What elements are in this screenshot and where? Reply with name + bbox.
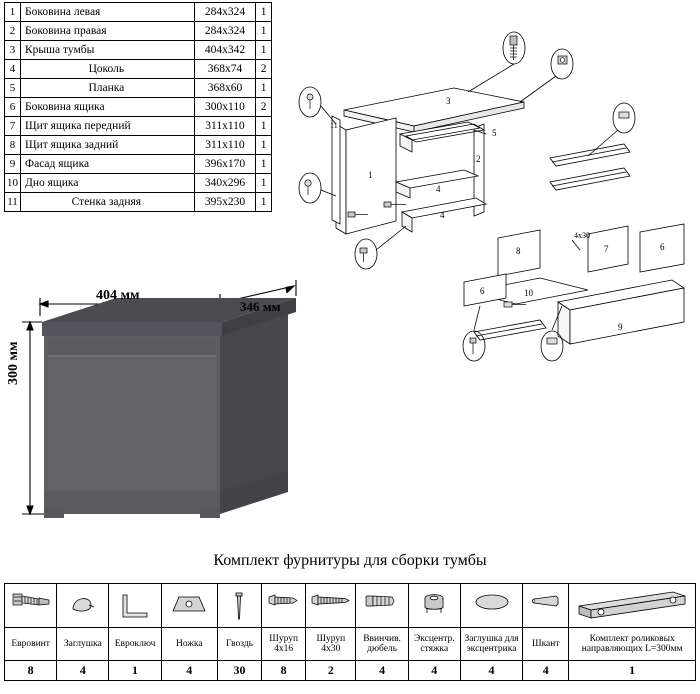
part-name: Цоколь: [21, 60, 195, 79]
part-name: Щит ящика задний: [21, 136, 195, 155]
svg-text:3: 3: [446, 96, 451, 106]
table-row: [5, 117, 272, 136]
hardware-table-body: [5, 584, 696, 681]
width-dimension-label: 404 мм: [96, 288, 140, 303]
table-row: [5, 60, 272, 79]
svg-text:5: 5: [492, 128, 497, 138]
part-number: 5: [5, 79, 21, 98]
part-name: Стенка задняя: [21, 193, 195, 212]
part-quantity: 1: [256, 79, 272, 98]
screw-4x16-icon: [262, 584, 306, 628]
wood-dowel-icon: [523, 584, 569, 628]
hardware-count: 4: [460, 661, 522, 681]
part-dimension: 368х74: [194, 60, 255, 79]
part-quantity: 1: [256, 41, 272, 60]
svg-text:10: 10: [524, 288, 533, 298]
part-quantity: 2: [256, 60, 272, 79]
svg-text:6: 6: [480, 286, 485, 296]
hardware-count: 1: [109, 661, 161, 681]
depth-dimension-label: 346 мм: [240, 299, 281, 314]
cam-cap-icon: [460, 584, 522, 628]
table-row: [5, 155, 272, 174]
hardware-section-title: Комплект фурнитуры для сборки тумбы: [213, 552, 487, 569]
hardware-name: Комплект роликовых направляющих L=300мм: [569, 628, 696, 661]
part-number: 1: [5, 3, 21, 22]
part-number: 10: [5, 174, 21, 193]
hardware-count: 4: [356, 661, 408, 681]
svg-text:2: 2: [476, 154, 481, 164]
hardware-name: Шуруп 4х16: [262, 628, 306, 661]
euroscrew-icon: [5, 584, 57, 628]
svg-text:9: 9: [618, 322, 623, 332]
table-row: [5, 3, 272, 22]
table-row: [5, 41, 272, 60]
hardware-name: Шкант: [523, 628, 569, 661]
svg-text:11: 11: [330, 121, 338, 130]
svg-text:4: 4: [436, 184, 441, 194]
part-name: Щит ящика передний: [21, 117, 195, 136]
svg-text:4х30: 4х30: [574, 231, 590, 240]
table-row: [5, 22, 272, 41]
part-number: 8: [5, 136, 21, 155]
part-name: Крыша тумбы: [21, 41, 195, 60]
part-dimension: 300х110: [194, 98, 255, 117]
hardware-name: Ножка: [161, 628, 217, 661]
hardware-name: Ввинчив. дюбель: [356, 628, 408, 661]
screw-4x30-icon: [306, 584, 356, 628]
table-row: [5, 174, 272, 193]
part-number: 3: [5, 41, 21, 60]
part-name: Боковина правая: [21, 22, 195, 41]
part-dimension: 284х324: [194, 3, 255, 22]
drawer-slide-icon: [569, 584, 696, 628]
hardware-name: Заглушка: [57, 628, 109, 661]
hardware-count: 2: [306, 661, 356, 681]
part-quantity: 1: [256, 22, 272, 41]
svg-text:1: 1: [368, 170, 373, 180]
part-dimension: 311х110: [194, 136, 255, 155]
svg-text:7: 7: [604, 244, 609, 254]
part-dimension: 340х296: [194, 174, 255, 193]
table-row: [5, 193, 272, 212]
part-quantity: 1: [256, 117, 272, 136]
part-dimension: 395х230: [194, 193, 255, 212]
hardware-name: Гвоздь: [217, 628, 261, 661]
foot-icon: [161, 584, 217, 628]
part-number: 9: [5, 155, 21, 174]
cam-lock-icon: [408, 584, 460, 628]
parts-table-body: [5, 3, 272, 212]
part-number: 7: [5, 117, 21, 136]
part-quantity: 1: [256, 174, 272, 193]
svg-text:4: 4: [440, 210, 445, 220]
part-name: Боковина ящика: [21, 98, 195, 117]
part-quantity: 1: [256, 155, 272, 174]
hardware-name: Заглушка для эксцентрика: [460, 628, 522, 661]
part-quantity: 1: [256, 3, 272, 22]
part-name: Дно ящика: [21, 174, 195, 193]
hardware-count: 8: [5, 661, 57, 681]
hardware-count: 4: [161, 661, 217, 681]
parts-table: [4, 2, 272, 212]
hardware-count-row: [5, 661, 696, 681]
hardware-name: Шуруп 4х30: [306, 628, 356, 661]
table-row: [5, 136, 272, 155]
part-name: Боковина левая: [21, 3, 195, 22]
part-dimension: 396х170: [194, 155, 255, 174]
part-quantity: 1: [256, 136, 272, 155]
hardware-count: 8: [262, 661, 306, 681]
part-number: 4: [5, 60, 21, 79]
part-dimension: 404х342: [194, 41, 255, 60]
hardware-count: 4: [523, 661, 569, 681]
cap-icon: [57, 584, 109, 628]
hardware-icon-row: [5, 584, 696, 628]
part-number: 6: [5, 98, 21, 117]
part-dimension: 311х110: [194, 117, 255, 136]
part-dimension: 284х324: [194, 22, 255, 41]
part-name: Планка: [21, 79, 195, 98]
hardware-name: Эксцентр. стяжка: [408, 628, 460, 661]
part-name: Фасад ящика: [21, 155, 195, 174]
nightstand-dimension-drawing: [8, 278, 384, 548]
svg-text:8: 8: [516, 246, 521, 256]
hardware-count: 4: [408, 661, 460, 681]
svg-text:6: 6: [660, 242, 665, 252]
part-quantity: 2: [256, 98, 272, 117]
hardware-name: Евровинт: [5, 628, 57, 661]
dowel-icon: [356, 584, 408, 628]
hardware-count: 1: [569, 661, 696, 681]
part-quantity: 1: [256, 193, 272, 212]
table-row: [5, 98, 272, 117]
nail-icon: [217, 584, 261, 628]
hardware-name-row: [5, 628, 696, 661]
allen-key-icon: [109, 584, 161, 628]
hardware-name: Евроключ: [109, 628, 161, 661]
hardware-count: 30: [217, 661, 261, 681]
hardware-table: [4, 583, 696, 681]
hardware-count: 4: [57, 661, 109, 681]
part-number: 11: [5, 193, 21, 212]
table-row: [5, 79, 272, 98]
part-number: 2: [5, 22, 21, 41]
part-dimension: 368х60: [194, 79, 255, 98]
height-dimension-label: 300 мм: [6, 341, 21, 385]
